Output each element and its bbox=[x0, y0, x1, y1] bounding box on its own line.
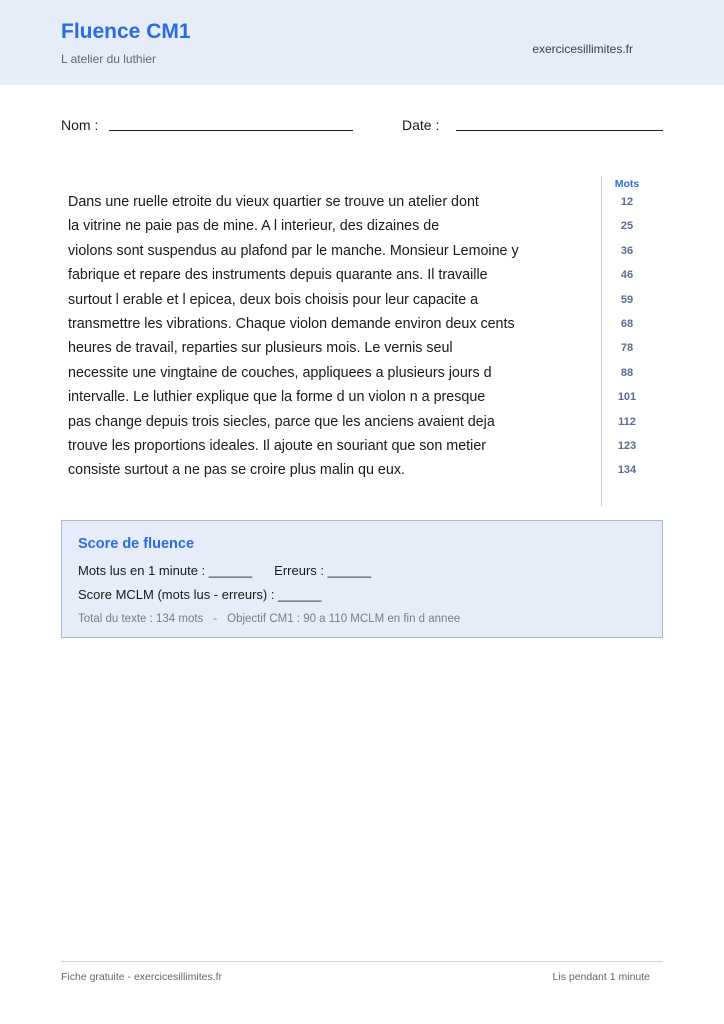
text-line: surtout l erable et l epicea, deux bois choisis pour leur capacite a bbox=[68, 291, 479, 308]
word-count: 134 bbox=[617, 464, 637, 477]
text-line: transmettre les vibrations. Chaque violon demande environ deux cents bbox=[68, 315, 515, 332]
word-count: 112 bbox=[618, 415, 636, 428]
word-count: 68 bbox=[620, 317, 634, 330]
text-line: fabrique et repare des instruments depuis quarante ans. Il travaille bbox=[68, 267, 488, 284]
score-box bbox=[61, 520, 663, 638]
page-subtitle: L atelier du luthier bbox=[61, 52, 156, 66]
site-name: exercicesillimites.fr bbox=[532, 42, 633, 56]
text-line: consiste surtout a ne pas se croire plus malin qu eux. bbox=[68, 462, 405, 479]
word-count: 36 bbox=[620, 244, 634, 257]
footer-divider bbox=[61, 961, 663, 962]
word-count: 88 bbox=[620, 366, 634, 379]
words-read-field[interactable]: Mots lus en 1 minute : ______ bbox=[78, 563, 253, 578]
text-line: necessite une vingtaine de couches, appliquees a plusieurs jours d bbox=[68, 364, 492, 381]
text-total: Total du texte : 134 mots bbox=[78, 613, 204, 625]
name-label: Nom : bbox=[61, 117, 99, 133]
date-label: Date : bbox=[402, 117, 440, 133]
text-line: heures de travail, reparties sur plusieurs mois. Le vernis seul bbox=[68, 340, 453, 357]
errors-field[interactable]: Erreurs : ______ bbox=[274, 563, 372, 578]
name-field[interactable] bbox=[109, 130, 353, 131]
word-count: 25 bbox=[620, 220, 634, 233]
date-field[interactable] bbox=[456, 130, 663, 131]
word-count-list bbox=[602, 190, 652, 483]
objective: Objectif CM1 : 90 a 110 MCLM en fin d annee bbox=[227, 613, 461, 625]
word-count: 101 bbox=[617, 391, 637, 404]
note-separator: - bbox=[213, 613, 218, 625]
footer-right: Lis pendant 1 minute bbox=[552, 971, 650, 983]
word-count: 59 bbox=[620, 293, 634, 306]
score-row-words bbox=[78, 563, 371, 579]
page-title: Fluence CM1 bbox=[61, 20, 191, 43]
word-count: 12 bbox=[620, 196, 634, 208]
mclm-field[interactable]: Score MCLM (mots lus - erreurs) : ______ bbox=[78, 587, 322, 602]
text-line: violons sont suspendus au plafond par le manche. Monsieur Lemoine y bbox=[68, 242, 519, 259]
word-count: 123 bbox=[617, 439, 637, 452]
score-title: Score de fluence bbox=[78, 536, 195, 552]
text-line: pas change depuis trois siecles, parce que les anciens avaient deja bbox=[68, 413, 495, 430]
text-line: trouve les proportions ideales. Il ajoute en souriant que son metier bbox=[68, 437, 487, 454]
text-line: intervalle. Le luthier explique que la forme d un violon n a presque bbox=[68, 389, 486, 406]
score-note bbox=[78, 612, 460, 626]
footer-left: Fiche gratuite - exercicesillimites.fr bbox=[61, 971, 223, 983]
word-count-column bbox=[601, 176, 652, 506]
reading-text bbox=[68, 190, 588, 483]
word-count: 46 bbox=[620, 269, 634, 282]
word-count: 78 bbox=[620, 342, 634, 355]
text-line: Dans une ruelle etroite du vieux quartier se trouve un atelier dont bbox=[68, 194, 479, 210]
text-line: la vitrine ne paie pas de mine. A l interieur, des dizaines de bbox=[68, 218, 440, 235]
word-count-header: Mots bbox=[614, 178, 640, 190]
